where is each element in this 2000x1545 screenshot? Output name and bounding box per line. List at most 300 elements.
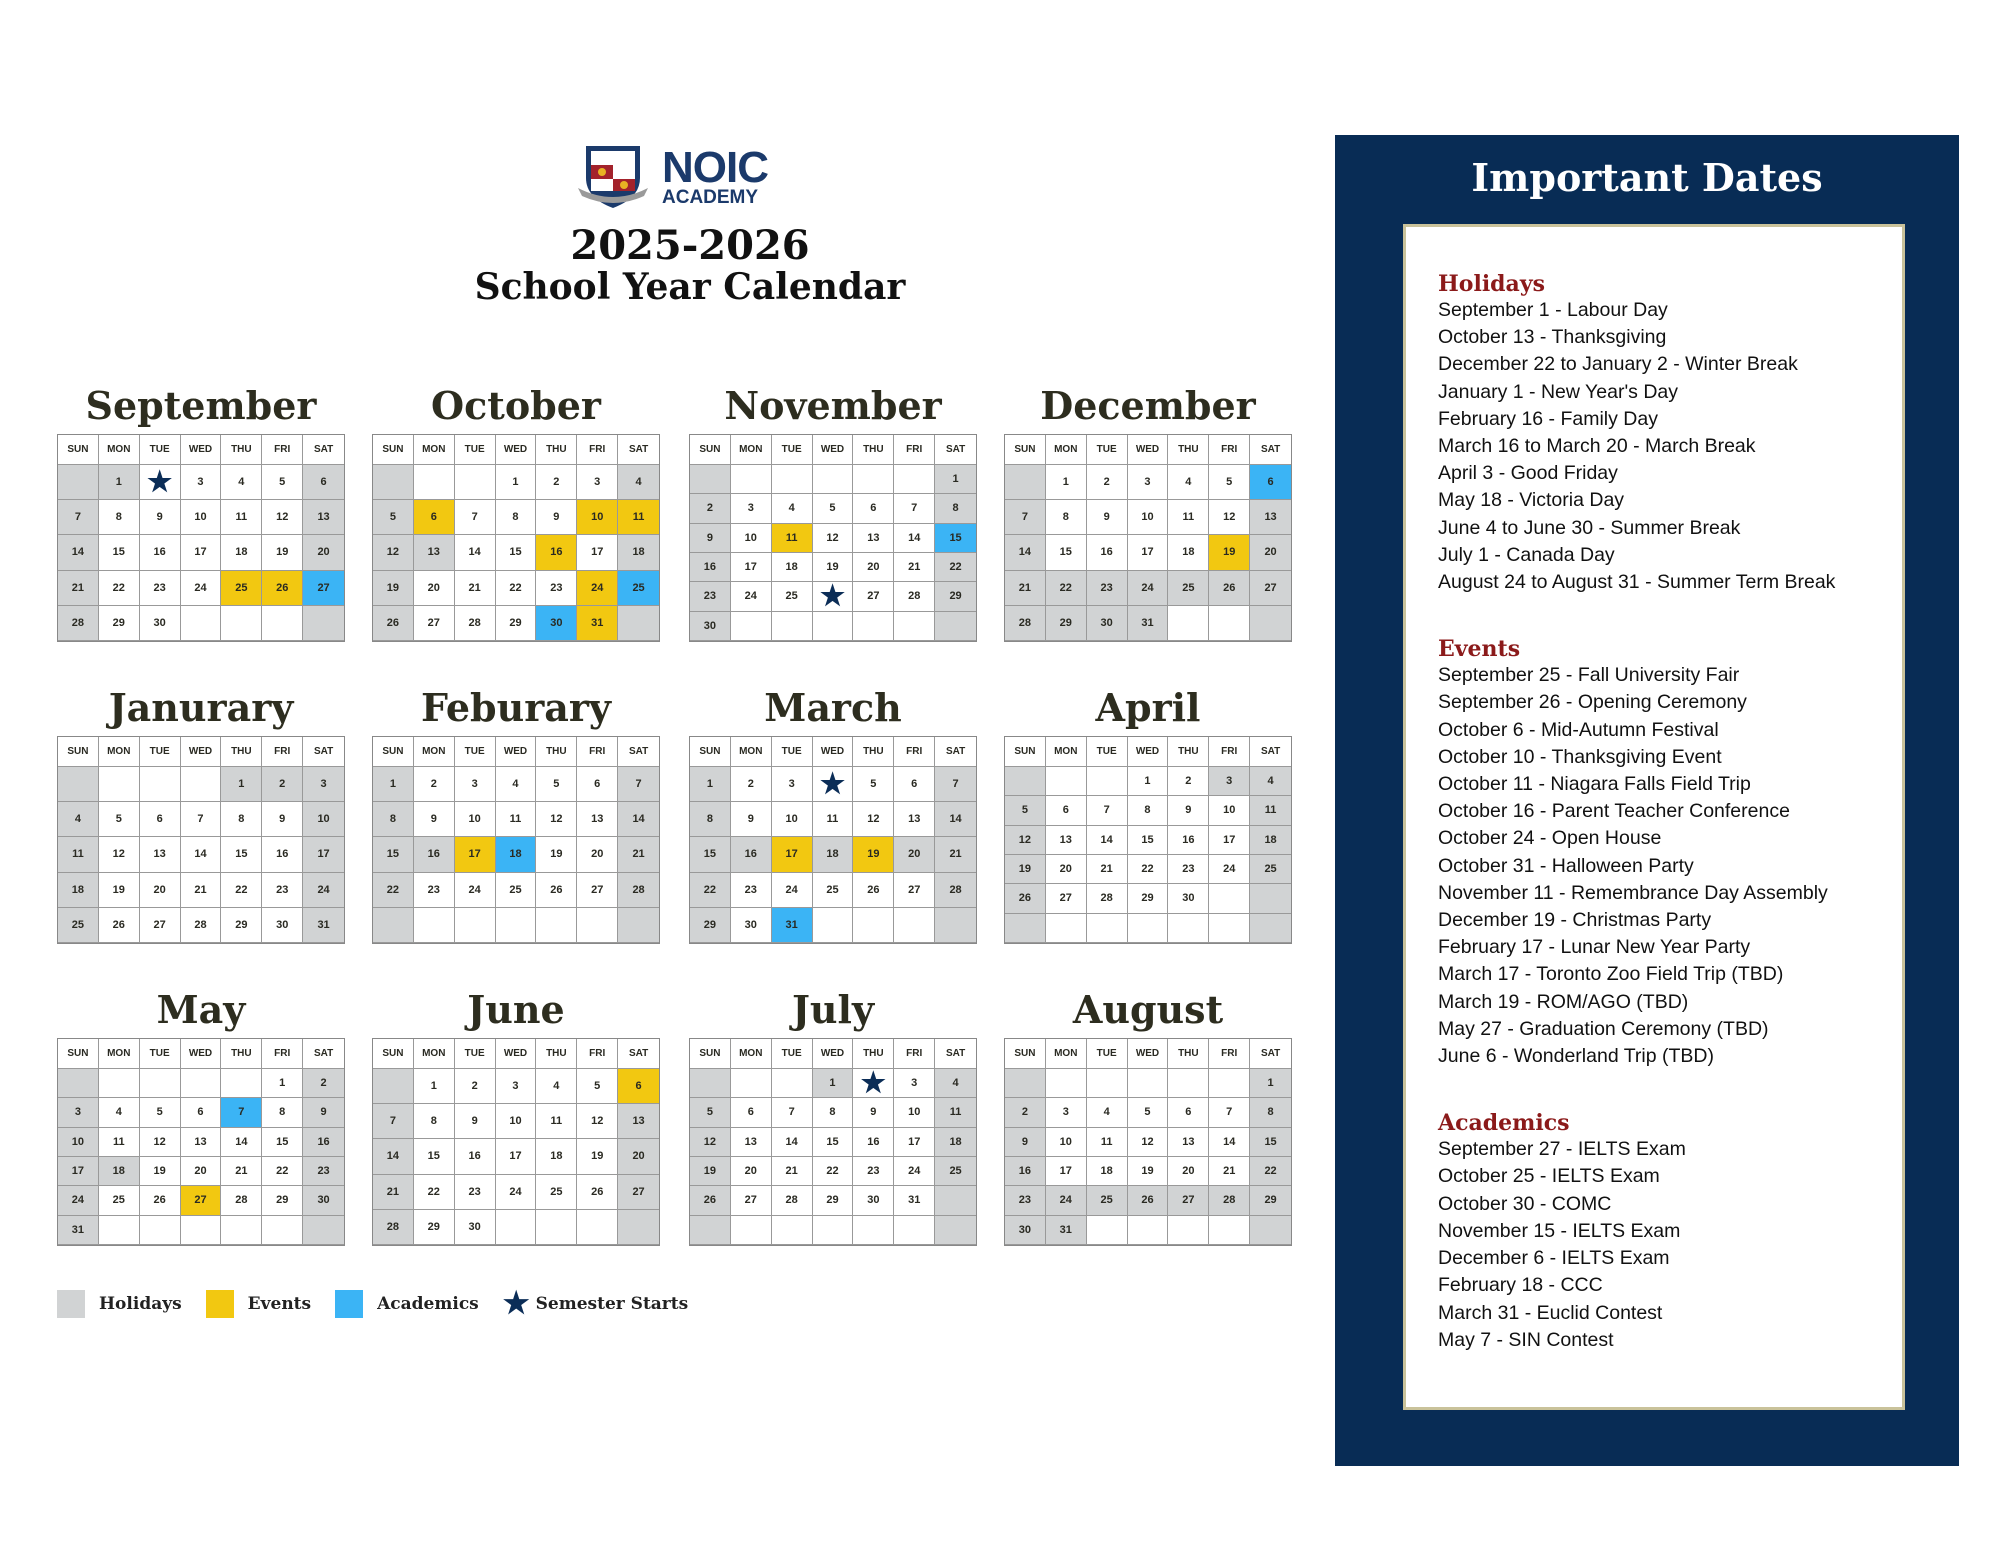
day-cell: 19 — [140, 1157, 181, 1186]
empty-cell — [262, 606, 303, 641]
day-cell: 15 — [813, 1128, 854, 1157]
month-august — [1004, 982, 1292, 1246]
day-cell: 19 — [813, 553, 854, 582]
day-cell: 11 — [1168, 500, 1209, 535]
day-cell: 25 — [1168, 571, 1209, 606]
day-cell: 12 — [262, 500, 303, 535]
empty-cell — [1209, 884, 1250, 913]
day-cell: 19 — [99, 873, 140, 908]
empty-cell — [853, 465, 894, 494]
empty-cell — [1046, 767, 1087, 796]
day-cell: 26 — [1128, 1186, 1169, 1215]
empty-cell — [140, 767, 181, 802]
day-cell: 17 — [303, 837, 344, 872]
day-cell: 22 — [99, 571, 140, 606]
day-cell: 30 — [455, 1210, 496, 1245]
day-cell: 7 — [935, 767, 976, 802]
date-item: March 17 - Toronto Zoo Field Trip (TBD) — [1438, 963, 1784, 986]
weekday-header: WED — [496, 1039, 537, 1069]
day-cell: 23 — [731, 873, 772, 908]
day-cell: 16 — [1005, 1157, 1046, 1186]
empty-cell — [618, 606, 659, 641]
month-title: October — [431, 383, 601, 428]
weekday-header: THU — [221, 737, 262, 767]
day-cell: 18 — [772, 553, 813, 582]
day-cell: 2 — [1087, 465, 1128, 500]
day-cell: 27 — [1046, 884, 1087, 913]
day-cell: 20 — [577, 837, 618, 872]
day-cell: 5 — [1209, 465, 1250, 500]
day-cell: 27 — [1250, 571, 1291, 606]
day-cell — [140, 465, 181, 500]
day-cell: 21 — [181, 873, 222, 908]
day-cell: 10 — [577, 500, 618, 535]
weekday-header: SAT — [1250, 435, 1291, 465]
semester-start-star-icon: ★ — [147, 466, 173, 498]
day-cell: 8 — [373, 802, 414, 837]
empty-cell — [813, 465, 854, 494]
day-cell: 24 — [181, 571, 222, 606]
weekday-header: WED — [813, 435, 854, 465]
day-cell: 15 — [373, 837, 414, 872]
weekday-header: SAT — [935, 1039, 976, 1069]
weekday-header: FRI — [577, 1039, 618, 1069]
day-cell: 5 — [1128, 1098, 1169, 1127]
empty-cell — [1087, 1069, 1128, 1098]
day-cell: 14 — [58, 535, 99, 570]
weekday-header: FRI — [577, 435, 618, 465]
day-cell: 22 — [496, 571, 537, 606]
day-cell: 7 — [772, 1098, 813, 1127]
day-cell: 26 — [99, 908, 140, 943]
date-item: October 30 - COMC — [1438, 1192, 1612, 1215]
day-cell: 28 — [935, 873, 976, 908]
day-cell: 13 — [1250, 500, 1291, 535]
day-cell: 15 — [1046, 535, 1087, 570]
empty-cell — [1168, 914, 1209, 943]
day-cell: 10 — [58, 1128, 99, 1157]
day-cell: 28 — [618, 873, 659, 908]
weekday-header: SAT — [618, 435, 659, 465]
empty-cell — [813, 1216, 854, 1245]
weekday-header: THU — [1168, 1039, 1209, 1069]
empty-cell — [373, 465, 414, 500]
calendar-years: 2025-2026 — [570, 222, 810, 269]
day-cell: 14 — [1087, 826, 1128, 855]
day-cell: 8 — [690, 802, 731, 837]
month-march — [689, 680, 977, 944]
day-cell: 12 — [1128, 1128, 1169, 1157]
month-title: Janurary — [108, 685, 294, 730]
weekday-header: THU — [221, 435, 262, 465]
day-cell: 13 — [181, 1128, 222, 1157]
empty-cell — [853, 908, 894, 943]
empty-cell — [618, 908, 659, 943]
day-cell: 28 — [58, 606, 99, 641]
day-cell: 10 — [731, 524, 772, 553]
day-cell: 19 — [1209, 535, 1250, 570]
empty-cell — [1128, 914, 1169, 943]
empty-cell — [772, 1069, 813, 1098]
day-cell: 10 — [1046, 1128, 1087, 1157]
day-cell: 26 — [373, 606, 414, 641]
empty-cell — [894, 612, 935, 641]
month-janurary — [57, 680, 345, 944]
weekday-header: WED — [1128, 737, 1169, 767]
day-cell: 15 — [221, 837, 262, 872]
day-cell: 30 — [140, 606, 181, 641]
month-title: December — [1040, 383, 1256, 428]
month-title: November — [724, 383, 942, 428]
day-cell: 10 — [1209, 796, 1250, 825]
section-heading: Events — [1438, 636, 1521, 663]
day-cell: 21 — [1209, 1157, 1250, 1186]
date-item: November 15 - IELTS Exam — [1438, 1219, 1681, 1242]
day-cell: 16 — [455, 1139, 496, 1174]
day-cell: 20 — [1046, 855, 1087, 884]
date-item: April 3 - Good Friday — [1438, 462, 1618, 485]
month-september — [57, 378, 345, 642]
day-cell: 3 — [731, 494, 772, 523]
empty-cell — [536, 1210, 577, 1245]
day-cell: 3 — [1046, 1098, 1087, 1127]
day-cell: 1 — [935, 465, 976, 494]
weekday-header: WED — [496, 435, 537, 465]
section-heading: Holidays — [1438, 271, 1545, 297]
day-cell: 24 — [772, 873, 813, 908]
month-grid — [57, 1038, 345, 1246]
weekday-header: TUE — [140, 1039, 181, 1069]
month-grid — [689, 736, 977, 944]
weekday-header: SAT — [303, 435, 344, 465]
weekday-header: MON — [414, 435, 455, 465]
day-cell: 13 — [1046, 826, 1087, 855]
day-cell: 15 — [99, 535, 140, 570]
empty-cell — [894, 908, 935, 943]
day-cell: 13 — [577, 802, 618, 837]
day-cell: 15 — [414, 1139, 455, 1174]
school-logo — [578, 142, 768, 210]
day-cell: 6 — [731, 1098, 772, 1127]
day-cell: 12 — [1209, 500, 1250, 535]
empty-cell — [1250, 884, 1291, 913]
date-item: November 11 - Remembrance Day Assembly — [1438, 881, 1828, 904]
day-cell: 13 — [853, 524, 894, 553]
day-cell: 16 — [1168, 826, 1209, 855]
day-cell: 17 — [496, 1139, 537, 1174]
day-cell: 25 — [935, 1157, 976, 1186]
day-cell: 5 — [373, 500, 414, 535]
day-cell: 17 — [894, 1128, 935, 1157]
day-cell: 19 — [262, 535, 303, 570]
empty-cell — [1209, 1069, 1250, 1098]
day-cell: 16 — [1087, 535, 1128, 570]
empty-cell — [1005, 914, 1046, 943]
day-cell — [813, 767, 854, 802]
star-icon: ★ — [502, 1286, 530, 1321]
day-cell: 10 — [455, 802, 496, 837]
weekday-header: MON — [99, 1039, 140, 1069]
day-cell: 5 — [1005, 796, 1046, 825]
day-cell: 9 — [1005, 1128, 1046, 1157]
day-cell: 8 — [262, 1098, 303, 1127]
crest-icon — [578, 142, 648, 210]
day-cell: 20 — [414, 571, 455, 606]
day-cell: 15 — [935, 524, 976, 553]
day-cell: 9 — [303, 1098, 344, 1127]
day-cell: 23 — [1087, 571, 1128, 606]
empty-cell — [455, 465, 496, 500]
day-cell: 16 — [414, 837, 455, 872]
day-cell: 12 — [536, 802, 577, 837]
day-cell: 1 — [1250, 1069, 1291, 1098]
day-cell: 6 — [577, 767, 618, 802]
day-cell: 4 — [496, 767, 537, 802]
day-cell: 8 — [414, 1104, 455, 1139]
month-title: April — [1095, 685, 1201, 730]
day-cell: 30 — [536, 606, 577, 641]
weekday-header: TUE — [1087, 737, 1128, 767]
empty-cell — [1087, 767, 1128, 796]
empty-cell — [731, 612, 772, 641]
empty-cell — [618, 1210, 659, 1245]
day-cell: 29 — [1128, 884, 1169, 913]
day-cell: 7 — [1209, 1098, 1250, 1127]
empty-cell — [1250, 606, 1291, 641]
weekday-header: THU — [853, 737, 894, 767]
month-grid — [1004, 434, 1292, 642]
day-cell: 23 — [262, 873, 303, 908]
empty-cell — [1005, 1069, 1046, 1098]
day-cell: 17 — [577, 535, 618, 570]
day-cell: 6 — [414, 500, 455, 535]
day-cell: 29 — [99, 606, 140, 641]
day-cell: 2 — [303, 1069, 344, 1098]
day-cell: 6 — [618, 1069, 659, 1104]
empty-cell — [1087, 914, 1128, 943]
day-cell: 3 — [772, 767, 813, 802]
day-cell: 12 — [577, 1104, 618, 1139]
section-holidays — [1438, 271, 1902, 596]
day-cell: 18 — [1250, 826, 1291, 855]
important-dates-panel — [1335, 135, 1959, 1466]
day-cell: 29 — [813, 1186, 854, 1215]
date-item: December 6 - IELTS Exam — [1438, 1247, 1670, 1270]
day-cell: 21 — [58, 571, 99, 606]
day-cell: 23 — [536, 571, 577, 606]
day-cell: 28 — [772, 1186, 813, 1215]
date-item: March 31 - Euclid Contest — [1438, 1301, 1663, 1324]
day-cell: 31 — [303, 908, 344, 943]
weekday-header: SAT — [1250, 1039, 1291, 1069]
day-cell: 1 — [414, 1069, 455, 1104]
day-cell: 28 — [373, 1210, 414, 1245]
day-cell: 5 — [536, 767, 577, 802]
weekday-header: SAT — [618, 737, 659, 767]
day-cell: 1 — [813, 1069, 854, 1098]
weekday-header: FRI — [1209, 1039, 1250, 1069]
empty-cell — [690, 1216, 731, 1245]
day-cell: 4 — [618, 465, 659, 500]
day-cell: 18 — [813, 837, 854, 872]
day-cell: 25 — [99, 1186, 140, 1215]
day-cell: 4 — [1250, 767, 1291, 796]
day-cell: 22 — [1250, 1157, 1291, 1186]
date-item: March 16 to March 20 - March Break — [1438, 435, 1756, 458]
day-cell: 20 — [140, 873, 181, 908]
weekday-header: SUN — [58, 1039, 99, 1069]
day-cell: 4 — [221, 465, 262, 500]
empty-cell — [577, 908, 618, 943]
day-cell: 28 — [894, 582, 935, 611]
empty-cell — [690, 465, 731, 494]
day-cell: 11 — [99, 1128, 140, 1157]
weekday-header: MON — [731, 1039, 772, 1069]
day-cell: 9 — [140, 500, 181, 535]
day-cell: 17 — [181, 535, 222, 570]
day-cell: 12 — [853, 802, 894, 837]
day-cell: 30 — [853, 1186, 894, 1215]
day-cell: 9 — [1168, 796, 1209, 825]
date-item: January 1 - New Year's Day — [1438, 380, 1679, 403]
legend-academics: Academics — [377, 1293, 479, 1314]
day-cell: 25 — [536, 1175, 577, 1210]
weekday-header: TUE — [1087, 435, 1128, 465]
day-cell: 2 — [731, 767, 772, 802]
date-item: October 6 - Mid-Autumn Festival — [1438, 718, 1719, 741]
day-cell: 6 — [1250, 465, 1291, 500]
day-cell: 23 — [690, 582, 731, 611]
weekday-header: WED — [813, 1039, 854, 1069]
day-cell: 28 — [1087, 884, 1128, 913]
day-cell: 13 — [618, 1104, 659, 1139]
date-item: October 31 - Halloween Party — [1438, 854, 1694, 877]
empty-cell — [221, 1216, 262, 1245]
day-cell: 26 — [262, 571, 303, 606]
day-cell: 5 — [690, 1098, 731, 1127]
semester-start-star-icon: ★ — [860, 1067, 886, 1099]
weekday-header: TUE — [455, 435, 496, 465]
day-cell: 1 — [1046, 465, 1087, 500]
empty-cell — [731, 1069, 772, 1098]
empty-cell — [772, 465, 813, 494]
date-item: October 25 - IELTS Exam — [1438, 1165, 1660, 1188]
day-cell: 7 — [894, 494, 935, 523]
weekday-header: TUE — [455, 1039, 496, 1069]
day-cell: 3 — [894, 1069, 935, 1098]
day-cell: 7 — [58, 500, 99, 535]
weekday-header: THU — [221, 1039, 262, 1069]
month-grid — [1004, 1038, 1292, 1246]
day-cell: 7 — [1005, 500, 1046, 535]
day-cell: 16 — [262, 837, 303, 872]
day-cell: 7 — [181, 802, 222, 837]
month-grid — [372, 434, 660, 642]
weekday-header: SUN — [58, 737, 99, 767]
empty-cell — [1128, 1216, 1169, 1245]
empty-cell — [58, 767, 99, 802]
empty-cell — [373, 908, 414, 943]
month-title: July — [791, 987, 875, 1032]
day-cell: 29 — [1250, 1186, 1291, 1215]
day-cell: 18 — [1168, 535, 1209, 570]
day-cell: 24 — [894, 1157, 935, 1186]
day-cell: 21 — [894, 553, 935, 582]
empty-cell — [181, 1216, 222, 1245]
day-cell: 30 — [731, 908, 772, 943]
day-cell: 19 — [690, 1157, 731, 1186]
weekday-header: FRI — [262, 737, 303, 767]
day-cell: 23 — [303, 1157, 344, 1186]
day-cell: 14 — [181, 837, 222, 872]
day-cell: 18 — [221, 535, 262, 570]
empty-cell — [690, 1069, 731, 1098]
empty-cell — [1250, 914, 1291, 943]
day-cell: 2 — [414, 767, 455, 802]
weekday-header: MON — [99, 435, 140, 465]
empty-cell — [894, 465, 935, 494]
day-cell: 26 — [140, 1186, 181, 1215]
empty-cell — [303, 606, 344, 641]
day-cell: 14 — [373, 1139, 414, 1174]
day-cell: 25 — [1087, 1186, 1128, 1215]
weekday-header: MON — [731, 737, 772, 767]
day-cell: 14 — [894, 524, 935, 553]
day-cell: 9 — [1087, 500, 1128, 535]
day-cell: 1 — [373, 767, 414, 802]
month-title: March — [764, 685, 902, 730]
day-cell: 9 — [853, 1098, 894, 1127]
empty-cell — [1209, 914, 1250, 943]
empty-cell — [414, 465, 455, 500]
day-cell: 24 — [1128, 571, 1169, 606]
weekday-header: TUE — [455, 737, 496, 767]
day-cell: 14 — [1209, 1128, 1250, 1157]
empty-cell — [536, 908, 577, 943]
weekday-header: FRI — [1209, 435, 1250, 465]
day-cell: 8 — [1128, 796, 1169, 825]
day-cell: 14 — [772, 1128, 813, 1157]
day-cell: 9 — [455, 1104, 496, 1139]
empty-cell — [221, 606, 262, 641]
month-grid — [372, 1038, 660, 1246]
day-cell: 2 — [690, 494, 731, 523]
day-cell: 21 — [373, 1175, 414, 1210]
day-cell: 13 — [894, 802, 935, 837]
empty-cell — [414, 908, 455, 943]
date-item: March 19 - ROM/AGO (TBD) — [1438, 990, 1689, 1013]
day-cell: 25 — [772, 582, 813, 611]
day-cell: 5 — [853, 767, 894, 802]
empty-cell — [1168, 606, 1209, 641]
day-cell: 28 — [221, 1186, 262, 1215]
day-cell: 16 — [536, 535, 577, 570]
weekday-header: WED — [1128, 435, 1169, 465]
legend-holidays: Holidays — [99, 1293, 182, 1314]
day-cell: 29 — [496, 606, 537, 641]
weekday-header: FRI — [262, 435, 303, 465]
day-cell: 8 — [99, 500, 140, 535]
day-cell: 29 — [1046, 606, 1087, 641]
empty-cell — [373, 1069, 414, 1104]
empty-cell — [1005, 465, 1046, 500]
day-cell: 21 — [618, 837, 659, 872]
empty-cell — [1209, 1216, 1250, 1245]
day-cell: 22 — [690, 873, 731, 908]
empty-cell — [99, 1069, 140, 1098]
day-cell: 13 — [1168, 1128, 1209, 1157]
day-cell: 23 — [1005, 1186, 1046, 1215]
